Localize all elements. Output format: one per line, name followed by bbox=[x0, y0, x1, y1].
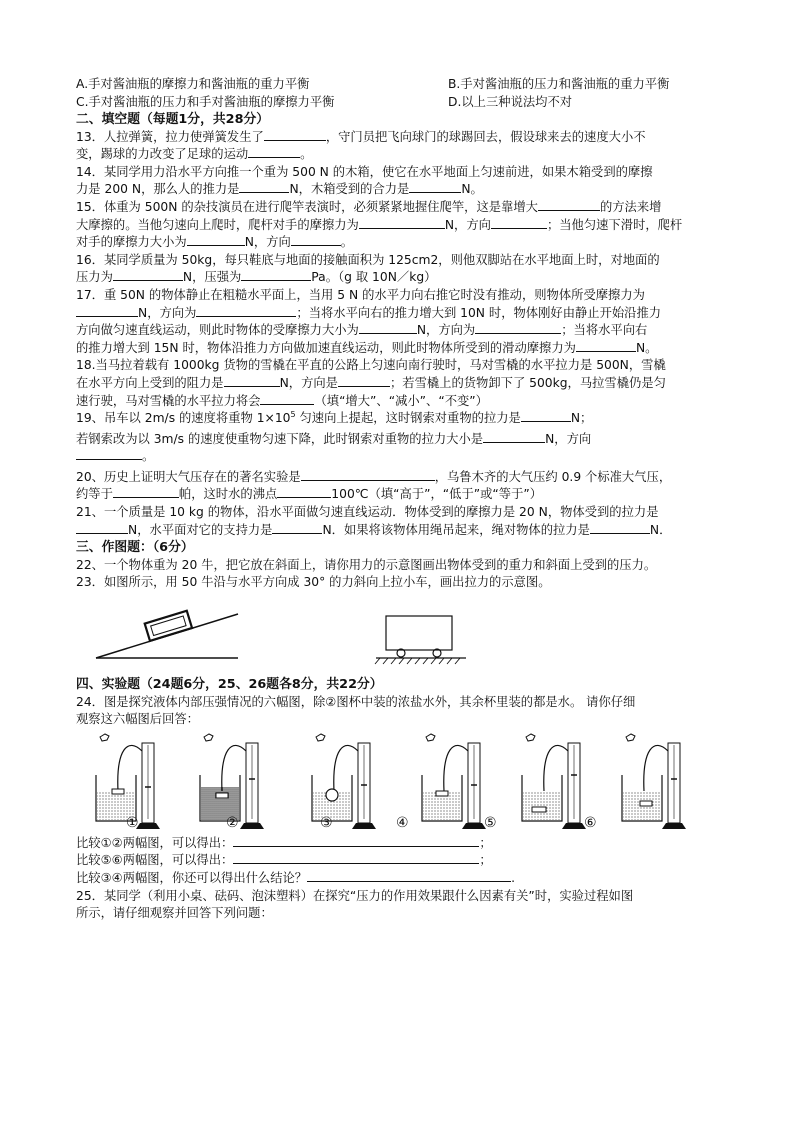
figure-label-4: ④ bbox=[396, 814, 409, 831]
q15-blank-4[interactable] bbox=[187, 234, 245, 246]
q16-blank-2[interactable] bbox=[241, 269, 311, 281]
q16-line1: 16．某同学质量为 50kg，每只鞋底与地面的接触面积为 125cm2，则他双脚站在水平地面上时，对地面的 bbox=[76, 252, 660, 267]
q21-blank-3[interactable] bbox=[590, 522, 650, 534]
q18-blank-2[interactable] bbox=[338, 375, 390, 387]
q18-blank-1[interactable] bbox=[224, 375, 280, 387]
q24-line2: 观察这六幅图后回答： bbox=[76, 712, 199, 727]
option-d: D.以上三种说法均不对 bbox=[448, 94, 573, 109]
q24-blank-1[interactable] bbox=[233, 835, 479, 847]
q24-line1: 24．图是探究液体内部压强情况的六幅图，除②图杯中装的浓盐水外，其余杯里装的都是水。 请你仔细 bbox=[76, 694, 636, 709]
drawing-figures bbox=[76, 592, 726, 676]
q15-blank-2[interactable] bbox=[359, 217, 445, 229]
q19-blank-3[interactable] bbox=[76, 448, 142, 460]
q20-blank-1[interactable] bbox=[301, 469, 435, 481]
q22-line: 22、一个物体重为 20 牛，把它放在斜面上，请你用力的示意图画出物体受到的重力和斜面上受到的压力。 bbox=[76, 557, 657, 572]
q15-line2: 大摩擦的。当他匀速向上爬时，爬杆对手的摩擦力为 N，方向 ；当他匀速下滑时，爬杆 bbox=[76, 217, 683, 232]
q15-blank-1[interactable] bbox=[538, 199, 600, 211]
apparatus-4 bbox=[422, 734, 486, 829]
q17-blank-2[interactable] bbox=[196, 305, 296, 317]
q15-line3: 对手的摩擦力大小为 N，方向 。 bbox=[76, 235, 354, 250]
figure-label-2: ② bbox=[226, 814, 239, 831]
q16-blank-1[interactable] bbox=[113, 269, 183, 281]
figure-label-6: ⑥ bbox=[584, 814, 597, 831]
q24-compare-3: 比较③④两幅图，你还可以得出什么结论？ . bbox=[76, 871, 516, 885]
q20-line2: 约等于 帕，这时水的沸点 100℃（填“高于”，“低于”或“等于”） bbox=[76, 487, 543, 502]
q23-line: 23．如图所示，用 50 牛沿与水平方向成 30° 的力斜向上拉小车，画出拉力的示意图。 bbox=[76, 575, 551, 590]
choice-options bbox=[76, 76, 726, 111]
option-c: C.手对酱油瓶的压力和手对酱油瓶的摩擦力平衡 bbox=[76, 94, 335, 109]
q13-blank-2[interactable] bbox=[248, 146, 300, 158]
section-fill-in-heading: 二、填空题（每题1分，共28分） bbox=[76, 112, 270, 127]
apparatus-5 bbox=[522, 734, 586, 829]
q24-compare-1: 比较①②两幅图，可以得出： ； bbox=[76, 835, 492, 850]
q15-line1: 15．体重为 500N 的杂技演员在进行爬竿表演时，必须紧紧地握住爬竿，这是靠增大 的方法来增 bbox=[76, 199, 662, 214]
q19-blank-2[interactable] bbox=[483, 431, 545, 443]
q14-line2: 力是 200 N，那么人的推力是 N，木箱受到的合力是 N。 bbox=[76, 182, 483, 197]
option-b: B.手对酱油瓶的压力和酱油瓶的重力平衡 bbox=[448, 77, 670, 91]
q19-line3: 。 bbox=[76, 448, 726, 466]
q15-blank-5[interactable] bbox=[291, 234, 341, 246]
q21-blank-2[interactable] bbox=[272, 522, 322, 534]
q14-blank-1[interactable] bbox=[239, 181, 289, 193]
option-a: A.手对酱油瓶的摩擦力和酱油瓶的重力平衡 bbox=[76, 77, 310, 91]
q19-line1: 19、吊车以 2m/s 的速度将重物 $1\times 10^5$ 匀速向上提起，这时钢索对重物的拉力是 N； bbox=[76, 410, 593, 426]
q17-blank-4[interactable] bbox=[475, 322, 561, 334]
q21-line2: N，水平面对它的支持力是 N．如果将该物体用绳吊起来，绳对物体的拉力是 N． bbox=[76, 522, 726, 540]
q19-blank-1[interactable] bbox=[521, 410, 571, 422]
q24-blank-2[interactable] bbox=[233, 852, 479, 864]
cart-figure bbox=[375, 616, 466, 664]
q18-line2: 在水平方向上受到的阻力是 N，方向是 ；若雪橇上的货物卸下了 500kg，马拉雪橇仍是匀 bbox=[76, 375, 666, 390]
q13-line2: 变，踢球的力改变了足球的运动 。 bbox=[76, 147, 313, 162]
figure-label-1: ① bbox=[126, 814, 139, 831]
q17-blank-1[interactable] bbox=[76, 305, 138, 317]
q20-blank-2[interactable] bbox=[113, 486, 179, 498]
q25-line1: 25．某同学（利用小桌、砝码、泡沫塑料）在探究“压力的作用效果跟什么因素有关”时，实验过程如图 bbox=[76, 888, 634, 903]
section-drawing-heading: 三、作图题：（6分） bbox=[76, 540, 194, 556]
incline-figure bbox=[96, 611, 238, 658]
q15-blank-3[interactable] bbox=[491, 217, 547, 229]
q18-blank-3[interactable] bbox=[260, 393, 314, 405]
q17-line2: N，方向为 ；当将水平向右的推力增大到 10N 时，物体刚好由静止开始沿推力 bbox=[76, 305, 726, 323]
q24-compare-2: 比较⑤⑥两幅图，可以得出： ； bbox=[76, 853, 492, 868]
q21-blank-1[interactable] bbox=[76, 522, 128, 534]
incline-and-cart-figure bbox=[76, 592, 726, 676]
q17-blank-3[interactable] bbox=[359, 322, 417, 334]
q20-blank-3[interactable] bbox=[277, 486, 331, 498]
q21-line1: 21、一个质量是 10 kg 的物体，沿水平面做匀速直线运动．物体受到的摩擦力是 20 N，物体受到的拉力是 bbox=[76, 505, 659, 520]
q25-line2: 所示，请仔细观察并回答下列问题： bbox=[76, 906, 273, 921]
q18-line3: 速行驶，马对雪橇的水平拉力将会 （填“增大”、“减小”、“不变”） bbox=[76, 393, 488, 408]
exam-page bbox=[76, 76, 726, 923]
q17-line3: 方向做匀速直线运动，则此时物体的受摩擦力大小为 N，方向为 ；当将水平向右 bbox=[76, 323, 648, 338]
pressure-gauge-figures bbox=[76, 729, 726, 835]
q14-line1: 14．某同学用力沿水平方向推一个重为 500 N 的木箱，使它在水平地面上匀速前进，如果木箱受到的摩擦 bbox=[76, 164, 653, 179]
section-experiment-heading: 四、实验题（24题6分，25、26题各8分，共22分） bbox=[76, 677, 383, 693]
q13-line1: 13．人拉弹簧，拉力使弹簧发生了 ，守门员把飞向球门的球踢回去，假设球来去的速度大小不 bbox=[76, 129, 646, 144]
figure-label-3: ③ bbox=[320, 814, 333, 831]
q24-blank-3[interactable] bbox=[307, 870, 511, 882]
q17-line1: 17．重 50N 的物体静止在粗糙水平面上，当用 5 N 的水平力向右推它时没有推动，则物体所受摩擦力为 bbox=[76, 287, 645, 302]
q17-blank-5[interactable] bbox=[576, 340, 636, 352]
figure-label-5: ⑤ bbox=[484, 814, 497, 831]
q14-blank-2[interactable] bbox=[409, 181, 461, 193]
q13-blank-1[interactable] bbox=[264, 129, 326, 141]
q19-line2: 若钢索改为以 3m/s 的速度使重物匀速下降，此时钢索对重物的拉力大小是 N，方向 bbox=[76, 431, 592, 446]
q20-line1: 20、历史上证明大气压存在的著名实验是 ，乌鲁木齐的大气压约 0.9 个标准大气压， bbox=[76, 469, 672, 484]
q18-line1: 18.当马拉着载有 1000kg 货物的雪橇在平直的公路上匀速向南行驶时，马对雪橇的水平拉力是 500N，雪橇 bbox=[76, 358, 666, 373]
apparatus-6 bbox=[622, 734, 686, 829]
q17-line4: 的推力增大到 15N 时，物体沿推力方向做加速直线运动，则此时物体所受到的滑动摩擦力为 N。 bbox=[76, 340, 658, 355]
q16-line2: 压力为 N，压强为 Pa。（g 取 10N／kg） bbox=[76, 270, 437, 285]
